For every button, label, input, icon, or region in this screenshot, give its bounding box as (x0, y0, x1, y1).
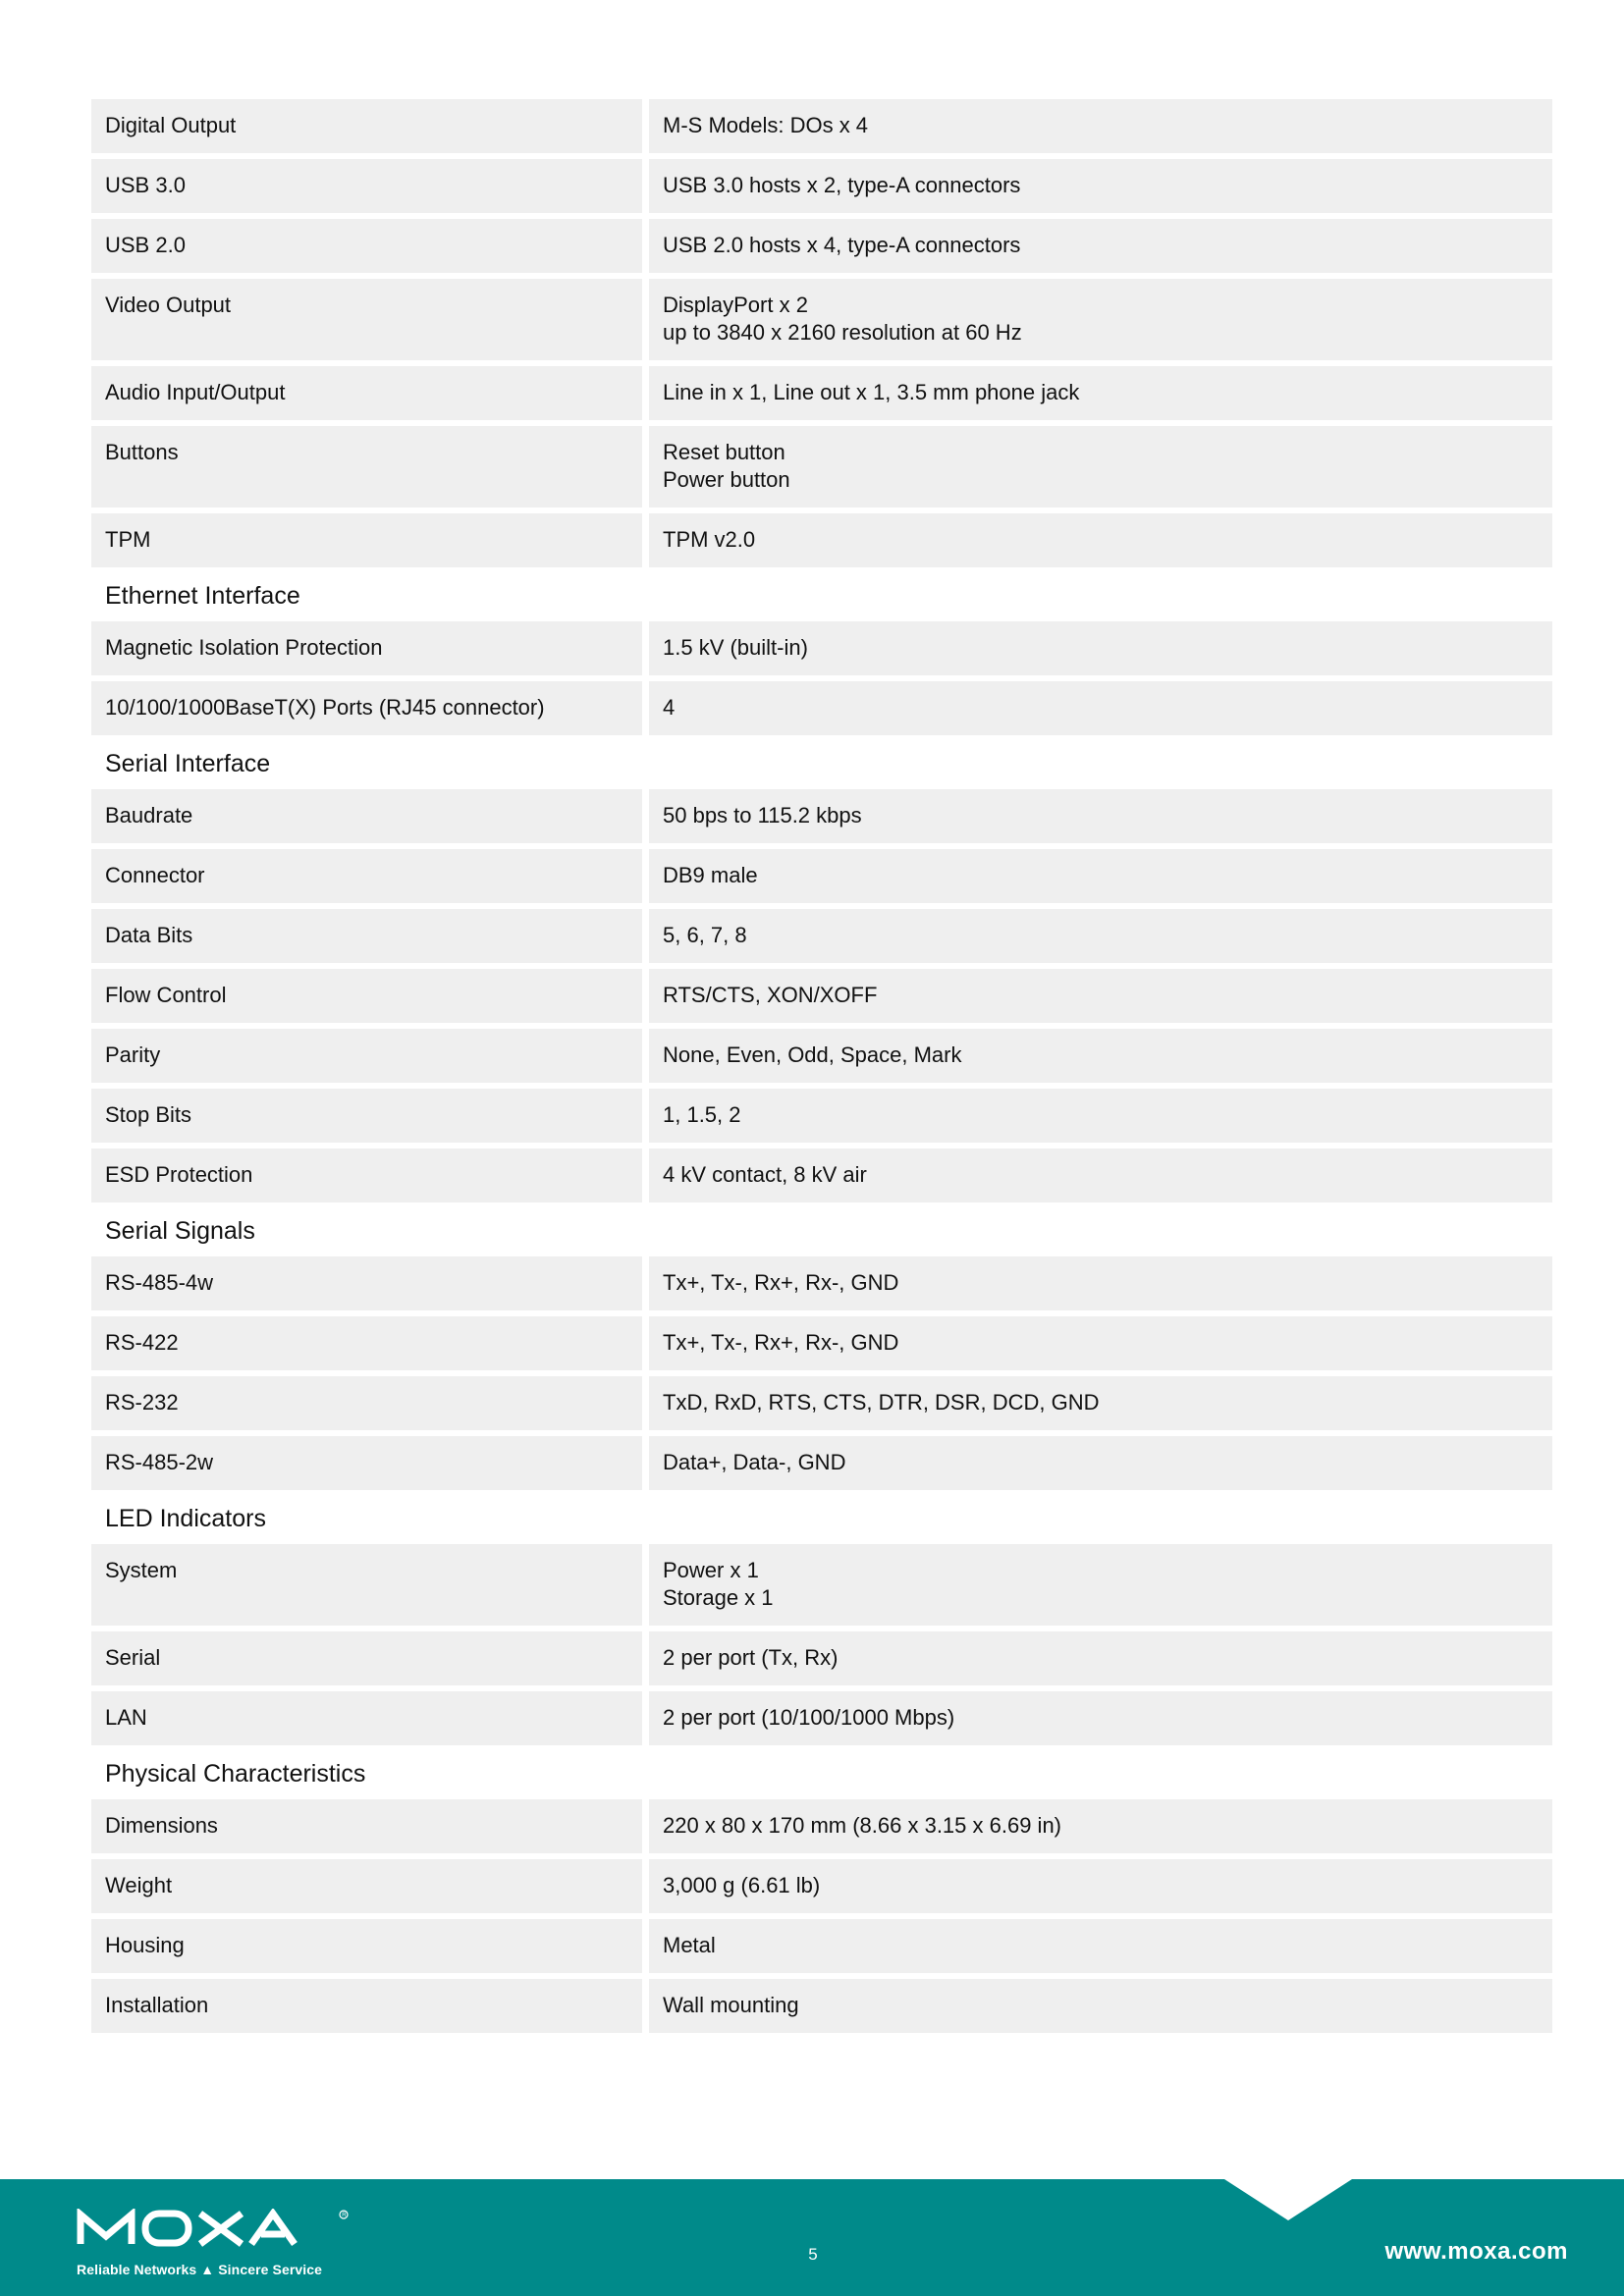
spec-label: Digital Output (91, 99, 642, 153)
spec-row (91, 513, 1552, 567)
spec-row (91, 426, 1552, 507)
spec-row (91, 1691, 1552, 1745)
spec-label: RS-485-4w (91, 1256, 642, 1310)
spec-value: USB 2.0 hosts x 4, type-A connectors (649, 219, 1552, 273)
spec-value: RTS/CTS, XON/XOFF (649, 969, 1552, 1023)
section-title: Serial Signals (105, 1217, 255, 1245)
spec-label: Installation (91, 1979, 642, 2033)
spec-label: Stop Bits (91, 1089, 642, 1143)
spec-row (91, 1544, 1552, 1626)
spec-row (91, 99, 1552, 153)
spec-row (91, 849, 1552, 903)
spec-label: 10/100/1000BaseT(X) Ports (RJ45 connector) (91, 681, 642, 735)
spec-row (91, 1859, 1552, 1913)
spec-row (91, 621, 1552, 675)
website-url: www.moxa.com (1384, 2238, 1568, 2265)
spec-row (91, 1029, 1552, 1083)
spec-value: Power x 1 Storage x 1 (649, 1544, 1552, 1626)
spec-value: DisplayPort x 2 up to 3840 x 2160 resolution at 60 Hz (649, 279, 1552, 360)
spec-row (91, 1316, 1552, 1370)
spec-row (91, 366, 1552, 420)
spec-value: TxD, RxD, RTS, CTS, DTR, DSR, DCD, GND (649, 1376, 1552, 1430)
spec-value: 3,000 g (6.61 lb) (649, 1859, 1552, 1913)
spec-label: Flow Control (91, 969, 642, 1023)
spec-label: ESD Protection (91, 1148, 642, 1202)
spec-label: Weight (91, 1859, 642, 1913)
spec-row (91, 219, 1552, 273)
spec-label: RS-485-2w (91, 1436, 642, 1490)
spec-value: M-S Models: DOs x 4 (649, 99, 1552, 153)
spec-row (91, 1089, 1552, 1143)
spec-row (91, 1436, 1552, 1490)
spec-label: System (91, 1544, 642, 1626)
spec-row (91, 681, 1552, 735)
spec-value: Reset button Power button (649, 426, 1552, 507)
brand-tagline: Reliable Networks ▲ Sincere Service (77, 2262, 323, 2277)
spec-label: TPM (91, 513, 642, 567)
footer-notch-shape (1224, 2179, 1352, 2220)
spec-value: 220 x 80 x 170 mm (8.66 x 3.15 x 6.69 in) (649, 1799, 1552, 1853)
page-number: 5 (808, 2245, 818, 2264)
spec-row (91, 1256, 1552, 1310)
spec-value: Wall mounting (649, 1979, 1552, 2033)
spec-row (91, 1631, 1552, 1685)
spec-row (91, 1979, 1552, 2033)
spec-label: Dimensions (91, 1799, 642, 1853)
spec-label: Audio Input/Output (91, 366, 642, 420)
section-title: Physical Characteristics (105, 1760, 366, 1788)
section-title: LED Indicators (105, 1505, 266, 1532)
svg-text:R: R (342, 2213, 347, 2219)
moxa-logo (77, 2209, 352, 2287)
spec-label: Parity (91, 1029, 642, 1083)
spec-value: Metal (649, 1919, 1552, 1973)
spec-label: USB 3.0 (91, 159, 642, 213)
spec-row (91, 279, 1552, 360)
spec-label: Serial (91, 1631, 642, 1685)
spec-row (91, 969, 1552, 1023)
section-title: Ethernet Interface (105, 582, 300, 610)
spec-label: Housing (91, 1919, 642, 1973)
page-footer (0, 2179, 1624, 2296)
spec-value: TPM v2.0 (649, 513, 1552, 567)
spec-value: 1, 1.5, 2 (649, 1089, 1552, 1143)
spec-label: Connector (91, 849, 642, 903)
spec-label: Buttons (91, 426, 642, 507)
spec-value: Tx+, Tx-, Rx+, Rx-, GND (649, 1316, 1552, 1370)
spec-value: 2 per port (10/100/1000 Mbps) (649, 1691, 1552, 1745)
spec-label: Magnetic Isolation Protection (91, 621, 642, 675)
spec-label: Data Bits (91, 909, 642, 963)
spec-value: Line in x 1, Line out x 1, 3.5 mm phone jack (649, 366, 1552, 420)
spec-label: LAN (91, 1691, 642, 1745)
spec-label: RS-232 (91, 1376, 642, 1430)
section-title: Serial Interface (105, 750, 271, 777)
spec-label: Baudrate (91, 789, 642, 843)
spec-value: 4 kV contact, 8 kV air (649, 1148, 1552, 1202)
spec-row (91, 159, 1552, 213)
spec-value: 2 per port (Tx, Rx) (649, 1631, 1552, 1685)
spec-table (91, 99, 1552, 2039)
spec-row (91, 909, 1552, 963)
spec-row (91, 1799, 1552, 1853)
spec-value: Data+, Data-, GND (649, 1436, 1552, 1490)
spec-label: USB 2.0 (91, 219, 642, 273)
moxa-wordmark-icon (77, 2209, 352, 2248)
spec-row (91, 789, 1552, 843)
spec-value: Tx+, Tx-, Rx+, Rx-, GND (649, 1256, 1552, 1310)
spec-value: 1.5 kV (built-in) (649, 621, 1552, 675)
spec-value: None, Even, Odd, Space, Mark (649, 1029, 1552, 1083)
spec-row (91, 1376, 1552, 1430)
spec-value: 5, 6, 7, 8 (649, 909, 1552, 963)
spec-value: DB9 male (649, 849, 1552, 903)
spec-row (91, 1148, 1552, 1202)
spec-row (91, 1919, 1552, 1973)
spec-label: Video Output (91, 279, 642, 360)
spec-value: USB 3.0 hosts x 2, type-A connectors (649, 159, 1552, 213)
spec-value: 50 bps to 115.2 kbps (649, 789, 1552, 843)
spec-label: RS-422 (91, 1316, 642, 1370)
spec-value: 4 (649, 681, 1552, 735)
